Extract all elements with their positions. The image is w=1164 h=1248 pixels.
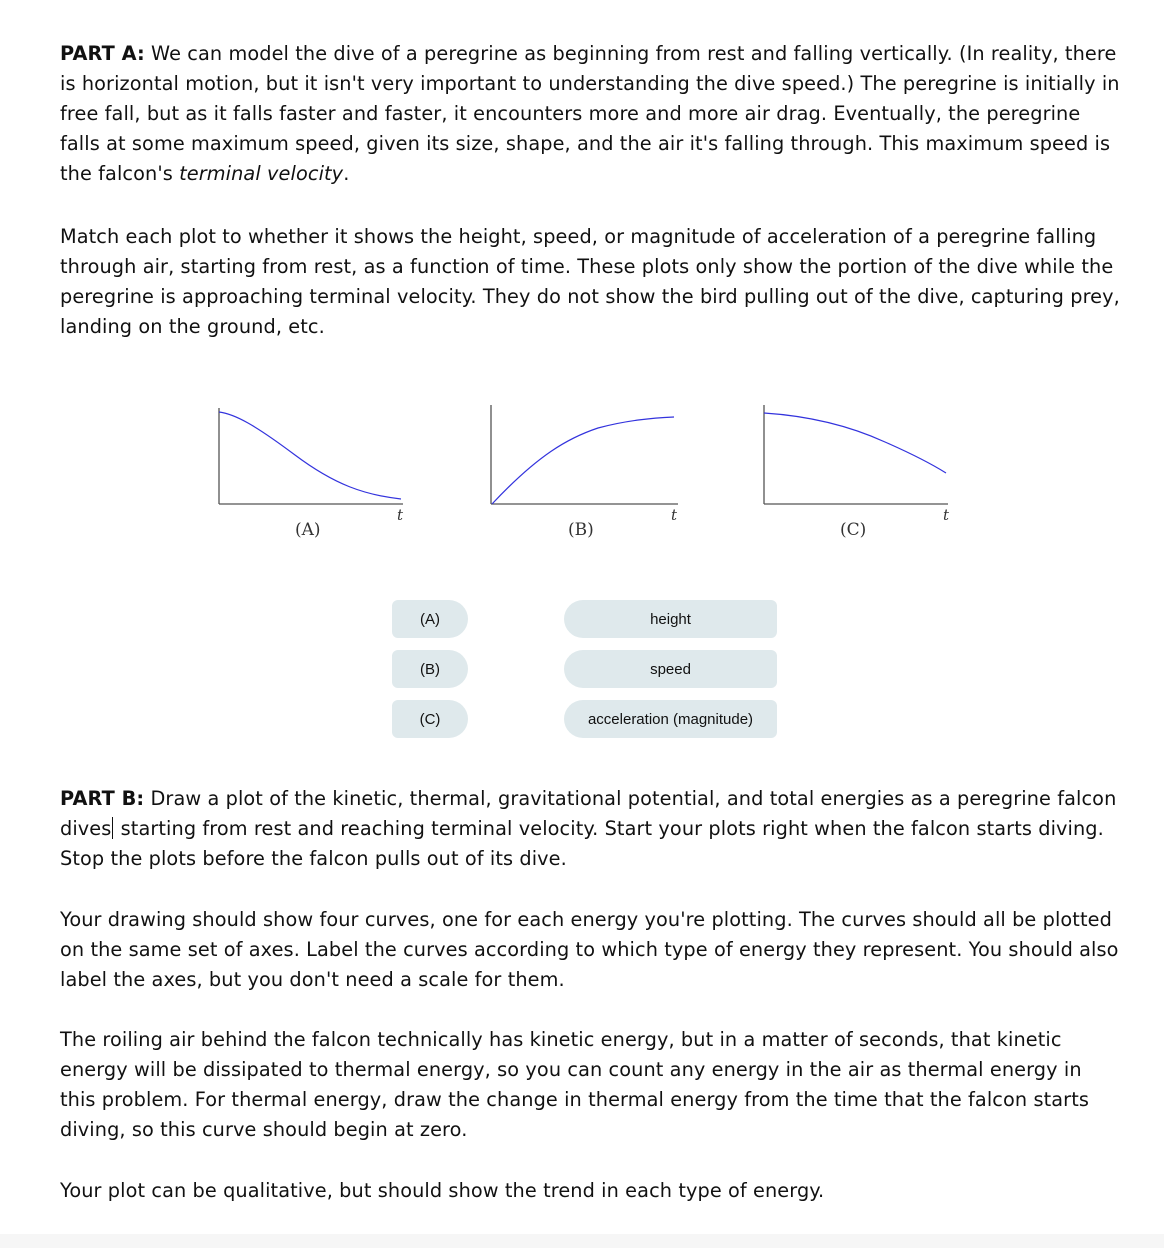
plot-c-t-label: t [943,506,950,524]
match-target-speed[interactable]: speed [564,650,777,688]
plot-c [750,400,970,550]
plot-a-t-label: t [397,506,404,524]
bottom-band [0,1234,1164,1248]
plot-b [478,400,698,550]
plot-b-t-label: t [671,506,678,524]
part-a-text: We can model the dive of a peregrine as beginning from rest and falling vertically. (In reality, there is horizontal motion, but it isn't very important to understanding the dive speed.) The peregrine is initially in free fall, but as it falls faster and faster, it encounters more and more air drag. Eventually, the peregrine falls at some maximum speed, given its size, shape, and the air it's falling through. This maximum speed is the falcon's [60,42,1120,185]
match-item-c[interactable]: (C) [392,700,468,738]
part-b-text-2: starting from rest and reaching terminal velocity. Start your plots right when the falcon starts diving. Stop the plots before the falcon pulls out of its dive. [60,817,1104,870]
plot-c-curve [764,413,946,473]
part-b-label: PART B: [60,787,145,810]
part-b-paragraph[interactable] [60,784,1120,874]
match-instructions: Match each plot to whether it shows the height, speed, or magnitude of acceleration of a peregrine falling through air, starting from rest, as a function of time. These plots only show the portion of the dive while the peregrine is approaching terminal velocity. They do not show the bird pulling out of the dive, capturing prey, landing on the ground, etc. [60,225,1120,338]
plot-a-curve [219,412,401,499]
plot-a [205,400,425,550]
drawing-instructions: Your drawing should show four curves, one for each energy you're plotting. The curves should all be plotted on the same set of axes. Label the curves according to which type of energy they represent. You should also label the axes, but you don't need a scale for them. [60,908,1119,991]
plot-b-curve [492,417,674,504]
part-b-text-1: Draw a plot of the kinetic, thermal, gravitational potential, and total energies as a peregrine falcon dives [60,787,1117,840]
match-target-acceleration[interactable]: acceleration (magnitude) [564,700,777,738]
terminal-velocity-term: terminal velocity [179,162,344,185]
plot-c-label: (C) [840,520,867,540]
part-a-end: . [343,162,350,185]
match-item-a[interactable]: (A) [392,600,468,638]
part-a-label: PART A: [60,42,145,65]
plot-b-label: (B) [568,520,594,540]
match-target-height[interactable]: height [564,600,777,638]
match-item-b[interactable]: (B) [392,650,468,688]
roiling-air-paragraph: The roiling air behind the falcon technically has kinetic energy, but in a matter of seconds, that kinetic energy will be dissipated to thermal energy, so you can count any energy in the air as thermal energy in this problem. For thermal energy, draw the change in thermal energy from the time that the falcon starts diving, so this curve should begin at zero. [60,1028,1090,1141]
plot-a-label: (A) [295,520,321,540]
qualitative-note: Your plot can be qualitative, but should show the trend in each type of energy. [60,1179,825,1202]
part-a-paragraph [60,39,1120,189]
